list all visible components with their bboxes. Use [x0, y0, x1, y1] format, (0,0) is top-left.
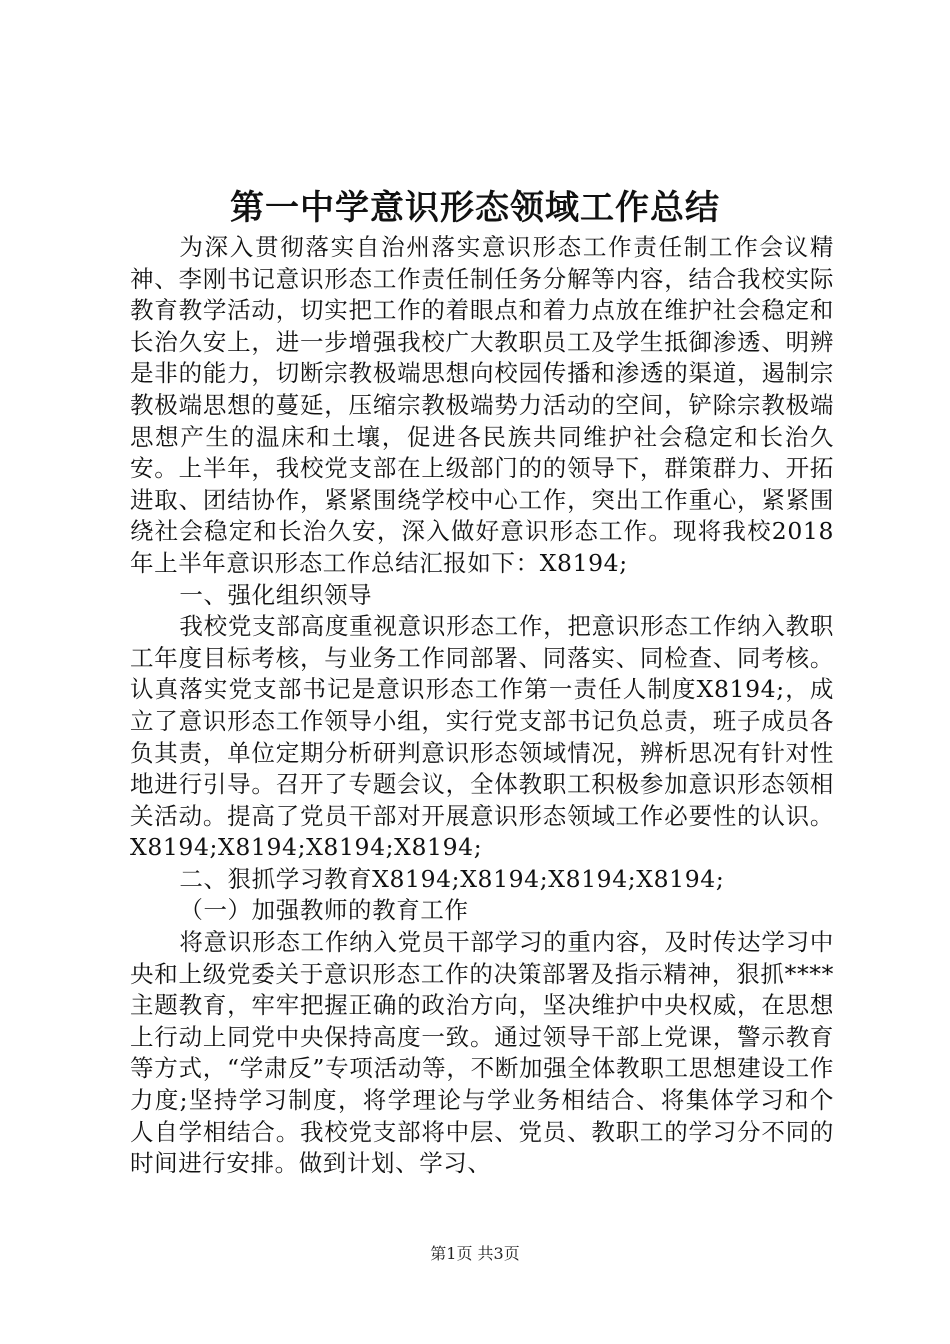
section-1-paragraph: 我校党支部高度重视意识形态工作，把意识形态工作纳入教职工年度目标考核，与业务工作同部署、同落实、同检查、同考核。认真落实党支部书记是意识形态工作第一责任人制度X8194;，成立了意识形态工作领导小组，实行党支部书记负总责，班子成员各负其责，单位定期分析研判意识形态领域情况，辨析思况有针对性地进行引导。召开了专题会议，全体教职工积极参加意识形态领相关活动。提高了党员干部对开展意识形态领域工作必要性的认识。X8194;X8194;X8194;X8194; — [130, 612, 834, 862]
subsection-1-paragraph: 将意识形态工作纳入党员干部学习的重内容，及时传达学习中央和上级党委关于意识形态工作的决策部署及指示精神，狠抓****主题教育，牢牢把握正确的政治方向，坚决维护中央权威，在思想上行动上同党中央保持高度一致。通过领导干部上党课，警示教育等方式，“学肃反”专项活动等，不断加强全体教职工思想建设工作力度;坚持学习制度，将学理论与学业务相结合、将集体学习和个人自学相结合。我校党支部将中层、党员、教职工的学习分不同的时间进行安排。做到计划、学习、 — [130, 928, 834, 1178]
section-heading-1: 一、强化组织领导 — [179, 580, 373, 609]
document-title: 第一中学意识形态领域工作总结 — [230, 188, 720, 228]
intro-paragraph: 为深入贯彻落实自治州落实意识形态工作责任制工作会议精神、李刚书记意识形态工作责任制任务分解等内容，结合我校实际教育教学活动，切实把工作的着眼点和着力点放在维护社会稳定和长治久安上，进一步增强我校广大教职员工及学生抵御渗透、明辨是非的能力，切断宗教极端思想向校园传播和渗透的渠道，遏制宗教极端思想的蔓延，压缩宗教极端势力活动的空间，铲除宗教极端思想产生的温床和土壤，促进各民族共同维护社会稳定和长治久安。上半年，我校党支部在上级部门的的领导下，群策群力、开拓进取、团结协作，紧紧围绕学校中心工作，突出工作重心，紧紧围绕社会稳定和长治久安，深入做好意识形态工作。现将我校2018年上半年意识形态工作总结汇报如下：X8194; — [130, 233, 834, 577]
section-heading-2: 二、狠抓学习教育X8194;X8194;X8194;X8194; — [179, 864, 725, 893]
subsection-heading-1: （一）加强教师的教育工作 — [179, 896, 469, 925]
page-footer: 第1页 共3页 — [430, 1244, 520, 1263]
document-body — [130, 232, 834, 1180]
